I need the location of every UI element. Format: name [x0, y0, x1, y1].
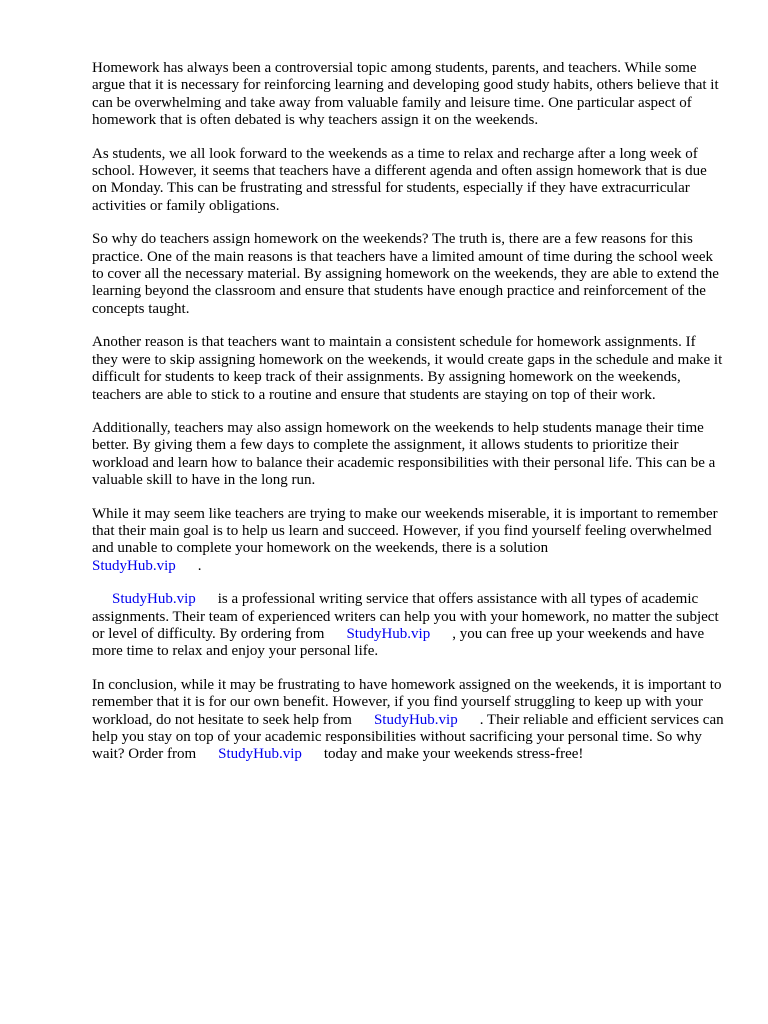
- studyhub-link[interactable]: StudyHub.vip: [92, 557, 176, 574]
- studyhub-link[interactable]: StudyHub.vip: [373, 711, 458, 728]
- paragraph-6: [92, 506, 724, 576]
- studyhub-link[interactable]: StudyHub.vip: [346, 625, 431, 642]
- paragraph-7-text-a: is a professional writing service that offers assistance with all types of academic assignments. Their team of experienced writers can help you with your homework, no matter the subject or level of difficulty. By ordering from: [92, 591, 719, 642]
- paragraph-6-end: .: [197, 557, 202, 574]
- paragraph-8-text-c: today and make your weekends stress-free!: [323, 746, 584, 763]
- paragraph-2: As students, we all look forward to the weekends as a time to relax and recharge after a long week of school. However, it seems that teachers have a different agenda and often assign homework that is due on Monday. This can be frustrating and stressful for students, especially if they have extracurricular activities or family obligations.: [92, 145, 707, 214]
- paragraph-6-text: While it may seem like teachers are trying to make our weekends miserable, it is important to remember that their main goal is to help us learn and succeed. However, if you find yourself feeling overwhelmed and unable to complete your homework on the weekends, there is a solution: [92, 505, 718, 557]
- studyhub-link[interactable]: StudyHub.vip: [218, 746, 302, 763]
- paragraph-4: Another reason is that teachers want to maintain a consistent schedule for homework assignments. If they were to skip assigning homework on the weekends, it would create gaps in the schedule and make it difficult for students to keep track of their assignments. By assigning homework on the weekends, teachers are able to stick to a routine and ensure that students are staying on top of their work.: [92, 334, 723, 403]
- paragraph-7-text-b: , you can free up your weekends and have more time to relax and enjoy your personal life.: [92, 625, 705, 660]
- paragraph-8: [92, 677, 724, 764]
- paragraph-5: Additionally, teachers may also assign homework on the weekends to help students manage their time better. By giving them a few days to complete the assignment, it allows students to prioritize their workload and learn how to balance their academic responsibilities with their personal life. This can be a valuable skill to have in the long run.: [92, 419, 716, 489]
- studyhub-link[interactable]: StudyHub.vip: [112, 591, 196, 608]
- paragraph-7: [92, 591, 724, 661]
- document-body: [92, 60, 724, 780]
- paragraph-8-text-a: In conclusion, while it may be frustrating to have homework assigned on the weekends, it is important to remember that it is for our own benefit. However, if you find yourself struggling to keep up with your workload, do not hesitate to seek help from: [92, 676, 722, 728]
- paragraph-3: So why do teachers assign homework on the weekends? The truth is, there are a few reasons for this practice. One of the main reasons is that teachers have a limited amount of time during the school week to cover all the necessary material. By assigning homework on the weekends, they are able to extend the learning beyond the classroom and ensure that students have enough practice and reinforcement of the concepts taught.: [92, 231, 719, 317]
- paragraph-1: Homework has always been a controversial topic among students, parents, and teachers. While some argue that it is necessary for reinforcing learning and developing good study habits, others believe that it can be overwhelming and take away from valuable family and leisure time. One particular aspect of homework that is often debated is why teachers assign it on the weekends.: [92, 60, 719, 129]
- paragraph-8-text-b: . Their reliable and efficient services can help you stay on top of your academic responsibilities without sacrificing your personal time. So why wait? Order from: [92, 711, 724, 763]
